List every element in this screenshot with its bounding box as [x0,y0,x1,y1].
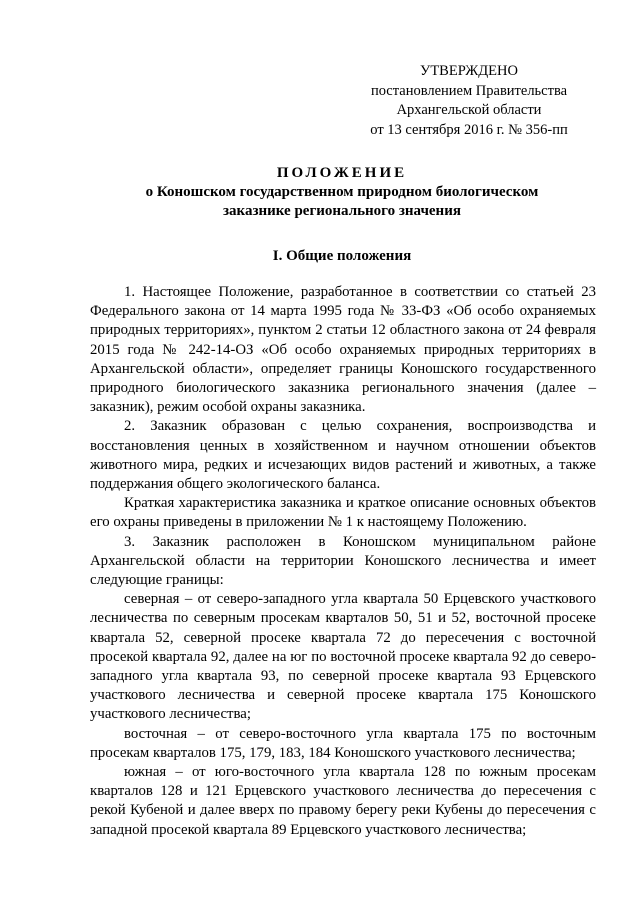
document-title-line3: заказнике регионального значения [223,203,461,219]
document-title-line2: о Коношском государственном природном биологическом [145,184,539,200]
paragraph-6: восточная – от северо-восточного угла квартала 175 по восточным просекам кварталов 175, 179, 183, 184 Коношского участкового лесничества; [90,725,596,761]
document-title [90,164,594,221]
approval-date-number: от 13 сентября 2016 г. № 356-пп [370,121,568,138]
document-title-word: ПОЛОЖЕНИЕ [276,165,408,181]
section-heading: I. Общие положения [272,248,412,264]
approval-region: Архангельской области [396,102,542,118]
paragraph-1: 1. Настоящее Положение, разработанное в соответствии со статьей 23 Федерального закона от 14 марта 1995 года № 33-ФЗ «Об особо охраняемых природных территориях», пунктом 2 статьи 12 областного закона от 24 февраля 2015 года № 242-14-ОЗ «Об особо охраняемых природных территориях в Архангельской области», определяет границы Коношского государственного природного биологического заказника регионального значения (далее – заказник), режим особой охраны заказника. [90,284,596,416]
document-body [90,283,596,840]
approval-title: УТВЕРЖДЕНО [420,63,518,79]
paragraph-4: 3. Заказник расположен в Коношском муниципальном районе Архангельской области на территории Коношского лесничества и имеет следующие границы: [90,533,596,589]
approval-issuer: постановлением Правительства [370,82,568,99]
paragraph-7: южная – от юго-восточного угла квартала 128 по южным просекам кварталов 128 и 121 Ерцевского участкового лесничества до пересечения с рекой Кубеной и далее вверх по правому берегу реки Кубены до пересечения с западной просекой квартала 89 Ерцевского участкового лесничества; [90,764,596,838]
paragraph-3: Краткая характеристика заказника и краткое описание основных объектов его охраны приведены в приложении № 1 к настоящему Положению. [90,495,596,531]
paragraph-2: 2. Заказник образован с целью сохранения, воспроизводства и восстановления ценных в хозяйственном и научном отношении объектов животного мира, редких и исчезающих видов растений и животных, а также поддержания общего экологического баланса. [90,418,596,493]
approval-stamp [360,62,578,140]
paragraph-5: северная – от северо-западного угла квартала 50 Ерцевского участкового лесничества по северным просекам кварталов 50, 51 и 52, восточной просеке квартала 52, северной просеке квартала 72 до пересечения с восточной просекой квартала 92, далее на юг по восточной просеке квартала 92 до северо-западного угла квартала 93, по северной просеке квартала 93 Ерцевского участкового лесничества и северной просеке квартала 175 Коношского участкового лесничества; [90,591,596,723]
